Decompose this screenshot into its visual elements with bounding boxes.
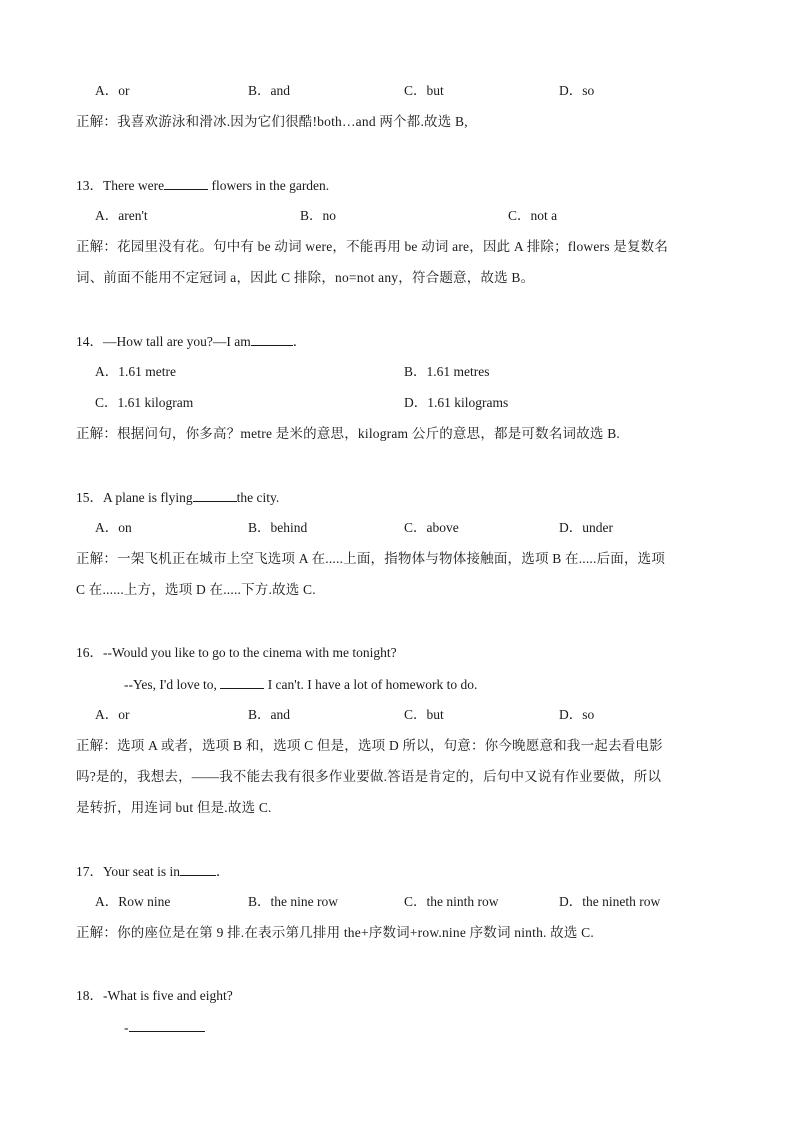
q16-stem	[76, 643, 397, 663]
q13-stem	[76, 175, 329, 196]
stem-text: I can't. I have a lot of homework to do.	[264, 677, 478, 692]
answer-label: 正解：	[76, 426, 118, 441]
answer-text: 我喜欢游泳和滑冰.因为它们很酷!both…and 两个都.故选 B,	[117, 114, 468, 129]
answer-blank	[180, 861, 216, 876]
q17-option-b: B．the nine row	[248, 894, 338, 909]
q18-reply	[124, 1017, 205, 1038]
q13-option-a: A．aren't	[95, 208, 148, 223]
q16-option-a: A．or	[95, 707, 130, 722]
q17-answer	[76, 923, 594, 943]
q17-option-d: D．the nineth row	[559, 894, 661, 909]
q17-stem	[76, 861, 230, 882]
q12-option-a: A．or	[95, 83, 130, 98]
question-number: 15．	[76, 490, 103, 505]
q17-option-c: C．the ninth row	[404, 894, 499, 909]
q17-option-a: A．Row nine	[95, 894, 171, 909]
stem-text: -What is five and eight?	[103, 988, 233, 1003]
q15-stem	[76, 487, 279, 508]
stem-text: —How tall are you?—I am	[103, 334, 251, 349]
answer-text: 你的座位是在第 9 排.在表示第几排用 the+序数词+row.nine 序数词 ninth. 故选 C.	[117, 925, 594, 940]
q16-answer-line-3: 是转折，用连词 but 但是.故选 C.	[76, 800, 272, 815]
question-number: 14．	[76, 334, 103, 349]
q13-answer-line-2: 词、前面不能用不定冠词 a，因此 C 排除，no=not any，符合题意，故选 B。	[76, 270, 535, 285]
stem-text: --Yes, I'd love to,	[124, 677, 221, 692]
q14-stem	[76, 331, 306, 352]
stem-text: flowers in the garden.	[208, 178, 330, 193]
q16-answer-line-1	[76, 736, 663, 756]
q14-option-c: C．1.61 kilogram	[95, 395, 194, 410]
stem-text: --Would you like to go to the cinema with me tonight?	[103, 645, 397, 660]
q15-answer-line-2: C 在......上方，选项 D 在.....下方.故选 C.	[76, 582, 316, 597]
q13-answer-line-1	[76, 237, 668, 257]
answer-label: 正解：	[76, 551, 118, 566]
answer-blank	[129, 1017, 205, 1032]
q16-answer-line-2: 吗?是的，我想去，——我不能去我有很多作业要做.答语是肯定的，后句中又说有作业要做，所以	[76, 769, 662, 784]
stem-text: There were	[103, 178, 165, 193]
q15-option-c: C．above	[404, 520, 459, 535]
q13-option-b: B．no	[300, 208, 337, 223]
question-number: 17．	[76, 864, 103, 879]
answer-text: 花园里没有花。句中有 be 动词 were，不能再用 be 动词 are，因此 A 排除；flowers 是复数名	[117, 239, 669, 254]
q16-option-d: D．so	[559, 707, 595, 722]
answer-label: 正解：	[76, 114, 118, 129]
q12-option-d: D．so	[559, 83, 595, 98]
q15-answer-line-1	[76, 549, 665, 569]
stem-text: ．	[292, 334, 307, 349]
q12-option-c: C．but	[404, 83, 444, 98]
q14-answer	[76, 424, 620, 444]
q18-stem	[76, 986, 233, 1006]
question-number: 18．	[76, 988, 103, 1003]
stem-text: A plane is flying	[103, 490, 193, 505]
answer-blank	[164, 175, 208, 190]
q12-answer	[76, 112, 468, 132]
q14-option-a: A．1.61 metre	[95, 364, 176, 379]
question-number: 16．	[76, 645, 103, 660]
answer-text: 选项 A 或者，选项 B 和，选项 C 但是，选项 D 所以，句意：你今晚愿意和我一起去看电影	[117, 738, 663, 753]
answer-blank	[193, 487, 237, 502]
stem-text: ．	[216, 864, 230, 879]
answer-blank	[220, 674, 264, 689]
answer-blank	[251, 331, 293, 346]
answer-text: 根据问句，你多高？metre 是米的意思，kilogram 公斤的意思，都是可数名词故选 B.	[117, 426, 620, 441]
q15-option-b: B．behind	[248, 520, 308, 535]
q16-option-b: B．and	[248, 707, 290, 722]
q14-option-d: D．1.61 kilograms	[404, 395, 509, 410]
question-number: 13．	[76, 178, 103, 193]
answer-label: 正解：	[76, 738, 118, 753]
stem-text: Your seat is in	[103, 864, 181, 879]
q15-option-d: D．under	[559, 520, 613, 535]
stem-text: -	[124, 1020, 129, 1035]
q16-option-c: C．but	[404, 707, 444, 722]
stem-text: the city.	[236, 490, 280, 505]
answer-text: 一架飞机正在城市上空飞选项 A 在.....上面，指物体与物体接触面，选项 B 在.....后面，选项	[117, 551, 666, 566]
answer-label: 正解：	[76, 925, 118, 940]
answer-label: 正解：	[76, 239, 118, 254]
q15-option-a: A．on	[95, 520, 132, 535]
q12-option-b: B．and	[248, 83, 290, 98]
q14-option-b: B．1.61 metres	[404, 364, 490, 379]
q13-option-c: C．not a	[508, 208, 558, 223]
q16-reply	[124, 674, 477, 695]
